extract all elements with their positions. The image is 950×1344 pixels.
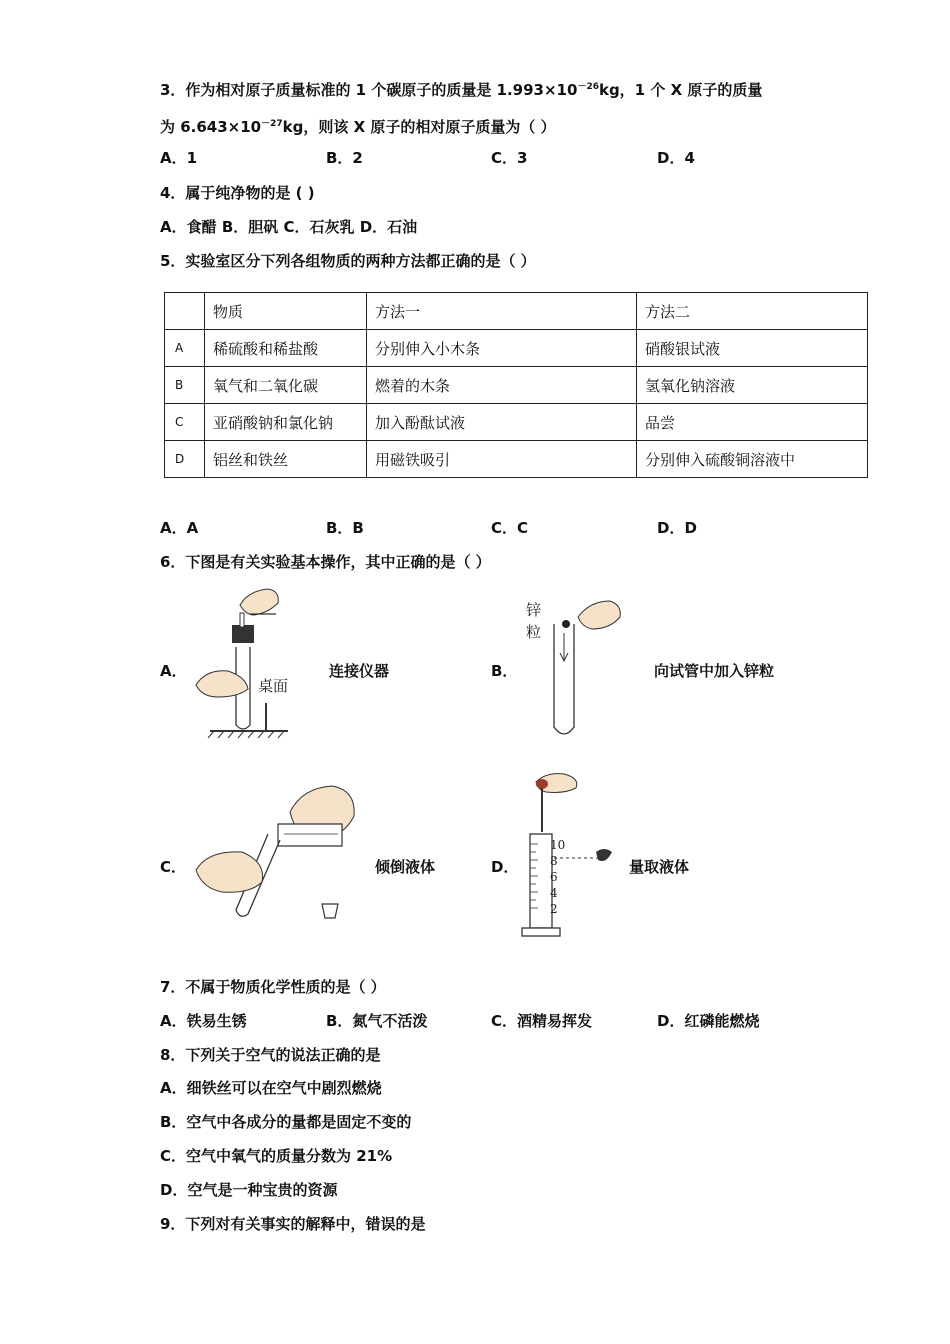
table-cell: 加入酚酞试液 bbox=[367, 404, 637, 441]
q7-stem: 7．不属于物质化学性质的是（ ） bbox=[160, 978, 386, 996]
table-cell: 燃着的木条 bbox=[367, 367, 637, 404]
q4-options: A．食醋 B．胆矾 C．石灰乳 D．石油 bbox=[160, 218, 418, 236]
fig-a-label: 桌面 bbox=[258, 677, 289, 695]
q3-line1-a: 3．作为相对原子质量标准的 1 个碳原子的质量是 1.993×10 bbox=[160, 81, 578, 99]
q6-c-caption: 倾倒液体 bbox=[375, 858, 436, 876]
q7-option-c: C．酒精易挥发 bbox=[491, 1012, 593, 1030]
q5-option-c: C．C bbox=[491, 519, 529, 537]
scale-label: 10 bbox=[550, 838, 566, 852]
zinc-granule bbox=[562, 620, 570, 628]
q8-option-c: C．空气中氧气的质量分数为 21% bbox=[160, 1147, 393, 1165]
q6-a-letter: A． bbox=[160, 662, 187, 680]
eye-icon bbox=[596, 849, 612, 861]
q4-stem: 4．属于纯净物的是 ( ) bbox=[160, 184, 315, 202]
q3-line-2 bbox=[160, 114, 556, 137]
table-cell: C bbox=[165, 404, 205, 441]
q3-option-d: D．4 bbox=[657, 149, 695, 167]
q3-option-a: A．1 bbox=[160, 149, 198, 167]
q5-option-a: A．A bbox=[160, 519, 199, 537]
q3-option-c: C．3 bbox=[491, 149, 528, 167]
table-cell: 亚硝酸钠和氯化钠 bbox=[205, 404, 367, 441]
q3-line2-exponent: －27 bbox=[261, 119, 283, 129]
q3-line1-exponent: －26 bbox=[577, 82, 599, 92]
table-cell: 铝丝和铁丝 bbox=[205, 441, 367, 478]
fig-b-label-2: 粒 bbox=[526, 623, 542, 641]
q9-stem: 9．下列对有关事实的解释中，错误的是 bbox=[160, 1215, 426, 1233]
measure-liquid-figure bbox=[520, 772, 620, 940]
table-cell: 品尝 bbox=[637, 404, 868, 441]
scale-label: 8 bbox=[550, 854, 558, 868]
table-header-cell bbox=[165, 293, 205, 330]
pour-liquid-figure bbox=[192, 782, 362, 927]
q7-option-b: B．氮气不活泼 bbox=[326, 1012, 428, 1030]
q5-option-b: B．B bbox=[326, 519, 364, 537]
q6-c-letter: C． bbox=[160, 858, 187, 876]
q6-b-caption: 向试管中加入锌粒 bbox=[654, 662, 775, 680]
scale-label: 4 bbox=[550, 886, 558, 900]
table-cell: 稀硫酸和稀盐酸 bbox=[205, 330, 367, 367]
q3-line1-b: kg，1 个 X 原子的质量 bbox=[598, 81, 763, 99]
q8-option-b: B．空气中各成分的量都是固定不变的 bbox=[160, 1113, 412, 1131]
connect-apparatus-figure bbox=[188, 585, 298, 740]
q6-b-letter: B． bbox=[491, 662, 518, 680]
q3-line2-a: 为 6.643×10 bbox=[160, 118, 262, 136]
table-header-cell: 方法一 bbox=[367, 293, 637, 330]
q6-a-caption: 连接仪器 bbox=[329, 662, 390, 680]
scale-label: 6 bbox=[550, 870, 558, 884]
q5-option-d: D．D bbox=[657, 519, 697, 537]
table-cell: 用磁铁吸引 bbox=[367, 441, 637, 478]
q3-option-b: B．2 bbox=[326, 149, 363, 167]
scale-label: 2 bbox=[550, 902, 558, 916]
table-cell: D bbox=[165, 441, 205, 478]
q5-table bbox=[164, 292, 868, 478]
q7-option-d: D．红磷能燃烧 bbox=[657, 1012, 760, 1030]
table-row bbox=[165, 367, 868, 404]
table-row bbox=[165, 441, 868, 478]
table-row bbox=[165, 404, 868, 441]
fig-b-label-1: 锌 bbox=[526, 601, 542, 619]
q7-option-a: A．铁易生锈 bbox=[160, 1012, 247, 1030]
q6-stem: 6．下图是有关实验基本操作，其中正确的是（ ） bbox=[160, 553, 491, 571]
q6-d-letter: D． bbox=[491, 858, 519, 876]
table-cell: B bbox=[165, 367, 205, 404]
table-row bbox=[165, 330, 868, 367]
q5-stem: 5．实验室区分下列各组物质的两种方法都正确的是（ ） bbox=[160, 252, 536, 270]
q8-stem: 8．下列关于空气的说法正确的是 bbox=[160, 1046, 381, 1064]
zinc-into-tube-figure bbox=[518, 597, 628, 742]
table-cell: A bbox=[165, 330, 205, 367]
q3-line2-b: kg，则该 X 原子的相对原子质量为（ ） bbox=[282, 118, 556, 136]
table-header-cell: 物质 bbox=[205, 293, 367, 330]
q8-option-d: D．空气是一种宝贵的资源 bbox=[160, 1181, 338, 1199]
table-cell: 分别伸入小木条 bbox=[367, 330, 637, 367]
q6-d-caption: 量取液体 bbox=[629, 858, 690, 876]
table-cell: 氢氧化钠溶液 bbox=[637, 367, 868, 404]
q8-option-a: A．细铁丝可以在空气中剧烈燃烧 bbox=[160, 1079, 382, 1097]
table-header-row bbox=[165, 293, 868, 330]
table-cell: 氧气和二氧化碳 bbox=[205, 367, 367, 404]
table-cell: 硝酸银试液 bbox=[637, 330, 868, 367]
q3-line-1 bbox=[160, 77, 762, 100]
table-cell: 分别伸入硫酸铜溶液中 bbox=[637, 441, 868, 478]
table-header-cell: 方法二 bbox=[637, 293, 868, 330]
